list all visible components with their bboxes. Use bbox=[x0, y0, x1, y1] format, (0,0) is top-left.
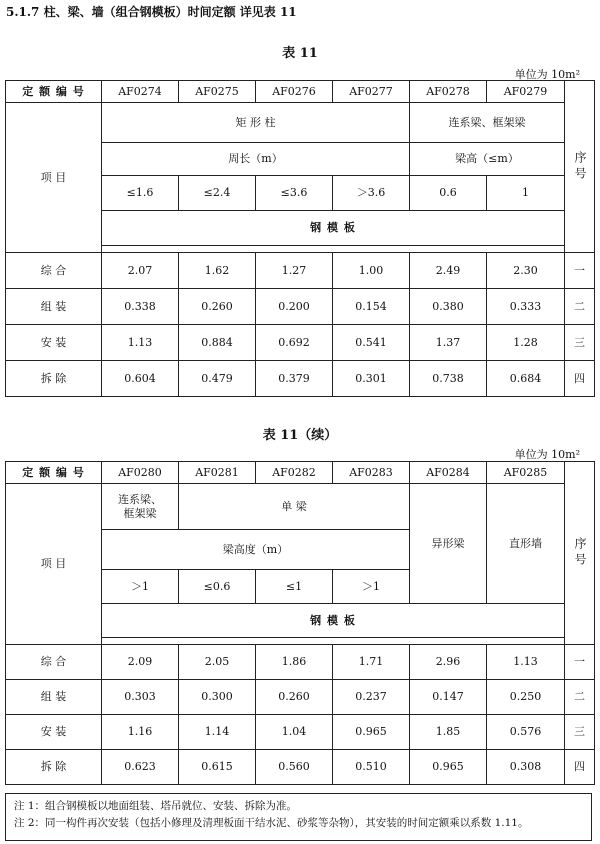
range-cell: ≤1 bbox=[256, 570, 333, 604]
value-cell: 1.27 bbox=[256, 253, 333, 289]
value-cell: 2.30 bbox=[487, 253, 565, 289]
table-row bbox=[6, 361, 595, 397]
seq-cell: 一 bbox=[565, 253, 595, 289]
value-cell: 2.05 bbox=[179, 645, 256, 680]
code-cell: AF0276 bbox=[256, 81, 333, 103]
value-cell: 0.884 bbox=[179, 325, 256, 361]
item-label: 项 目 bbox=[6, 103, 102, 253]
range-cell: ≤2.4 bbox=[179, 176, 256, 211]
range-cell: 0.6 bbox=[410, 176, 487, 211]
row-label: 拆 除 bbox=[6, 750, 102, 785]
group-frame-beam: 连系梁、框架梁 bbox=[410, 103, 565, 143]
value-cell: 0.738 bbox=[410, 361, 487, 397]
value-cell: 0.301 bbox=[333, 361, 410, 397]
code-cell: AF0284 bbox=[410, 462, 487, 484]
value-cell: 1.13 bbox=[102, 325, 179, 361]
value-cell: 0.260 bbox=[179, 289, 256, 325]
code-cell: AF0281 bbox=[179, 462, 256, 484]
value-cell: 1.14 bbox=[179, 715, 256, 750]
value-cell: 0.965 bbox=[333, 715, 410, 750]
value-cell: 1.13 bbox=[487, 645, 565, 680]
table1-caption: 表 11 bbox=[282, 46, 318, 61]
value-cell: 0.604 bbox=[102, 361, 179, 397]
value-cell: 0.510 bbox=[333, 750, 410, 785]
code-cell: AF0274 bbox=[102, 81, 179, 103]
range-cell: ≤1.6 bbox=[102, 176, 179, 211]
table-row bbox=[6, 680, 595, 715]
table2-caption: 表 11（续） bbox=[262, 428, 338, 443]
range-cell: ＞1 bbox=[102, 570, 179, 604]
value-cell: 2.09 bbox=[102, 645, 179, 680]
seq-cell: 四 bbox=[565, 361, 595, 397]
value-cell: 0.200 bbox=[256, 289, 333, 325]
code-cell: AF0283 bbox=[333, 462, 410, 484]
code-cell: AF0280 bbox=[102, 462, 179, 484]
code-label: 定 额 编 号 bbox=[6, 81, 102, 103]
code-cell: AF0277 bbox=[333, 81, 410, 103]
seq-cell: 四 bbox=[565, 750, 595, 785]
seq-cell: 三 bbox=[565, 715, 595, 750]
value-cell: 1.86 bbox=[256, 645, 333, 680]
value-cell: 1.37 bbox=[410, 325, 487, 361]
row-label: 拆 除 bbox=[6, 361, 102, 397]
table-row bbox=[6, 325, 595, 361]
material-label: 钢 模 板 bbox=[102, 604, 565, 638]
range-cell: ＞3.6 bbox=[333, 176, 410, 211]
table-row bbox=[6, 645, 595, 680]
table1-unit: 单位为 10m² bbox=[514, 68, 580, 81]
group-straight-wall: 直形墙 bbox=[487, 484, 565, 604]
item-label: 项 目 bbox=[6, 484, 102, 645]
seq-cell: 二 bbox=[565, 289, 595, 325]
range-cell: ＞1 bbox=[333, 570, 410, 604]
row-label: 安 装 bbox=[6, 715, 102, 750]
value-cell: 1.16 bbox=[102, 715, 179, 750]
group-rect-column: 矩 形 柱 bbox=[102, 103, 410, 143]
group-special-beam: 异形梁 bbox=[410, 484, 487, 604]
row-label: 组 装 bbox=[6, 289, 102, 325]
value-cell: 0.965 bbox=[410, 750, 487, 785]
sub-beam-height: 梁高度（m） bbox=[102, 530, 410, 570]
value-cell: 0.380 bbox=[410, 289, 487, 325]
code-cell: AF0282 bbox=[256, 462, 333, 484]
note-2: 注 2：同一构件再次安装（包括小修理及清理板面干结水泥、砂浆等杂物），其安装的时间定额乘以系数 1.11。 bbox=[14, 817, 529, 829]
table2-unit: 单位为 10m² bbox=[514, 448, 580, 461]
value-cell: 1.85 bbox=[410, 715, 487, 750]
code-cell: AF0278 bbox=[410, 81, 487, 103]
value-cell: 0.300 bbox=[179, 680, 256, 715]
material-label: 钢 模 板 bbox=[102, 211, 565, 246]
range-cell: ≤0.6 bbox=[179, 570, 256, 604]
table2 bbox=[5, 461, 595, 785]
value-cell: 0.576 bbox=[487, 715, 565, 750]
row-label: 安 装 bbox=[6, 325, 102, 361]
value-cell: 0.147 bbox=[410, 680, 487, 715]
table-row bbox=[6, 289, 595, 325]
range-cell: 1 bbox=[487, 176, 565, 211]
code-cell: AF0275 bbox=[179, 81, 256, 103]
note-1: 注 1：组合钢模板以地面组装、塔吊就位、安装、拆除为准。 bbox=[14, 800, 298, 812]
range-cell: ≤3.6 bbox=[256, 176, 333, 211]
seq-label: 序号 bbox=[565, 81, 595, 253]
row-label: 综 合 bbox=[6, 645, 102, 680]
value-cell: 0.333 bbox=[487, 289, 565, 325]
group-frame-beam: 连系梁、框架梁 bbox=[102, 484, 179, 530]
value-cell: 0.615 bbox=[179, 750, 256, 785]
code-label: 定 额 编 号 bbox=[6, 462, 102, 484]
seq-cell: 一 bbox=[565, 645, 595, 680]
code-cell: AF0279 bbox=[487, 81, 565, 103]
value-cell: 0.303 bbox=[102, 680, 179, 715]
seq-label: 序号 bbox=[565, 462, 595, 645]
value-cell: 2.49 bbox=[410, 253, 487, 289]
value-cell: 2.07 bbox=[102, 253, 179, 289]
value-cell: 0.560 bbox=[256, 750, 333, 785]
value-cell: 1.04 bbox=[256, 715, 333, 750]
notes-box bbox=[5, 793, 592, 841]
row-label: 综 合 bbox=[6, 253, 102, 289]
table-row bbox=[6, 750, 595, 785]
value-cell: 0.684 bbox=[487, 361, 565, 397]
group-single-beam: 单 梁 bbox=[179, 484, 410, 530]
value-cell: 0.308 bbox=[487, 750, 565, 785]
seq-cell: 二 bbox=[565, 680, 595, 715]
value-cell: 0.623 bbox=[102, 750, 179, 785]
value-cell: 0.541 bbox=[333, 325, 410, 361]
value-cell: 0.379 bbox=[256, 361, 333, 397]
code-cell: AF0285 bbox=[487, 462, 565, 484]
sub-beam-height: 梁高（≤m） bbox=[410, 143, 565, 176]
value-cell: 1.28 bbox=[487, 325, 565, 361]
value-cell: 0.692 bbox=[256, 325, 333, 361]
sub-perimeter: 周长（m） bbox=[102, 143, 410, 176]
value-cell: 0.479 bbox=[179, 361, 256, 397]
value-cell: 1.62 bbox=[179, 253, 256, 289]
seq-cell: 三 bbox=[565, 325, 595, 361]
table-row bbox=[6, 715, 595, 750]
value-cell: 2.96 bbox=[410, 645, 487, 680]
value-cell: 0.250 bbox=[487, 680, 565, 715]
value-cell: 1.00 bbox=[333, 253, 410, 289]
value-cell: 0.154 bbox=[333, 289, 410, 325]
value-cell: 1.71 bbox=[333, 645, 410, 680]
table-row bbox=[6, 253, 595, 289]
value-cell: 0.237 bbox=[333, 680, 410, 715]
value-cell: 0.338 bbox=[102, 289, 179, 325]
table1 bbox=[5, 80, 595, 397]
value-cell: 0.260 bbox=[256, 680, 333, 715]
row-label: 组 装 bbox=[6, 680, 102, 715]
section-heading: 5.1.7 柱、梁、墙（组合钢模板）时间定额 详见表 11 bbox=[6, 5, 297, 19]
